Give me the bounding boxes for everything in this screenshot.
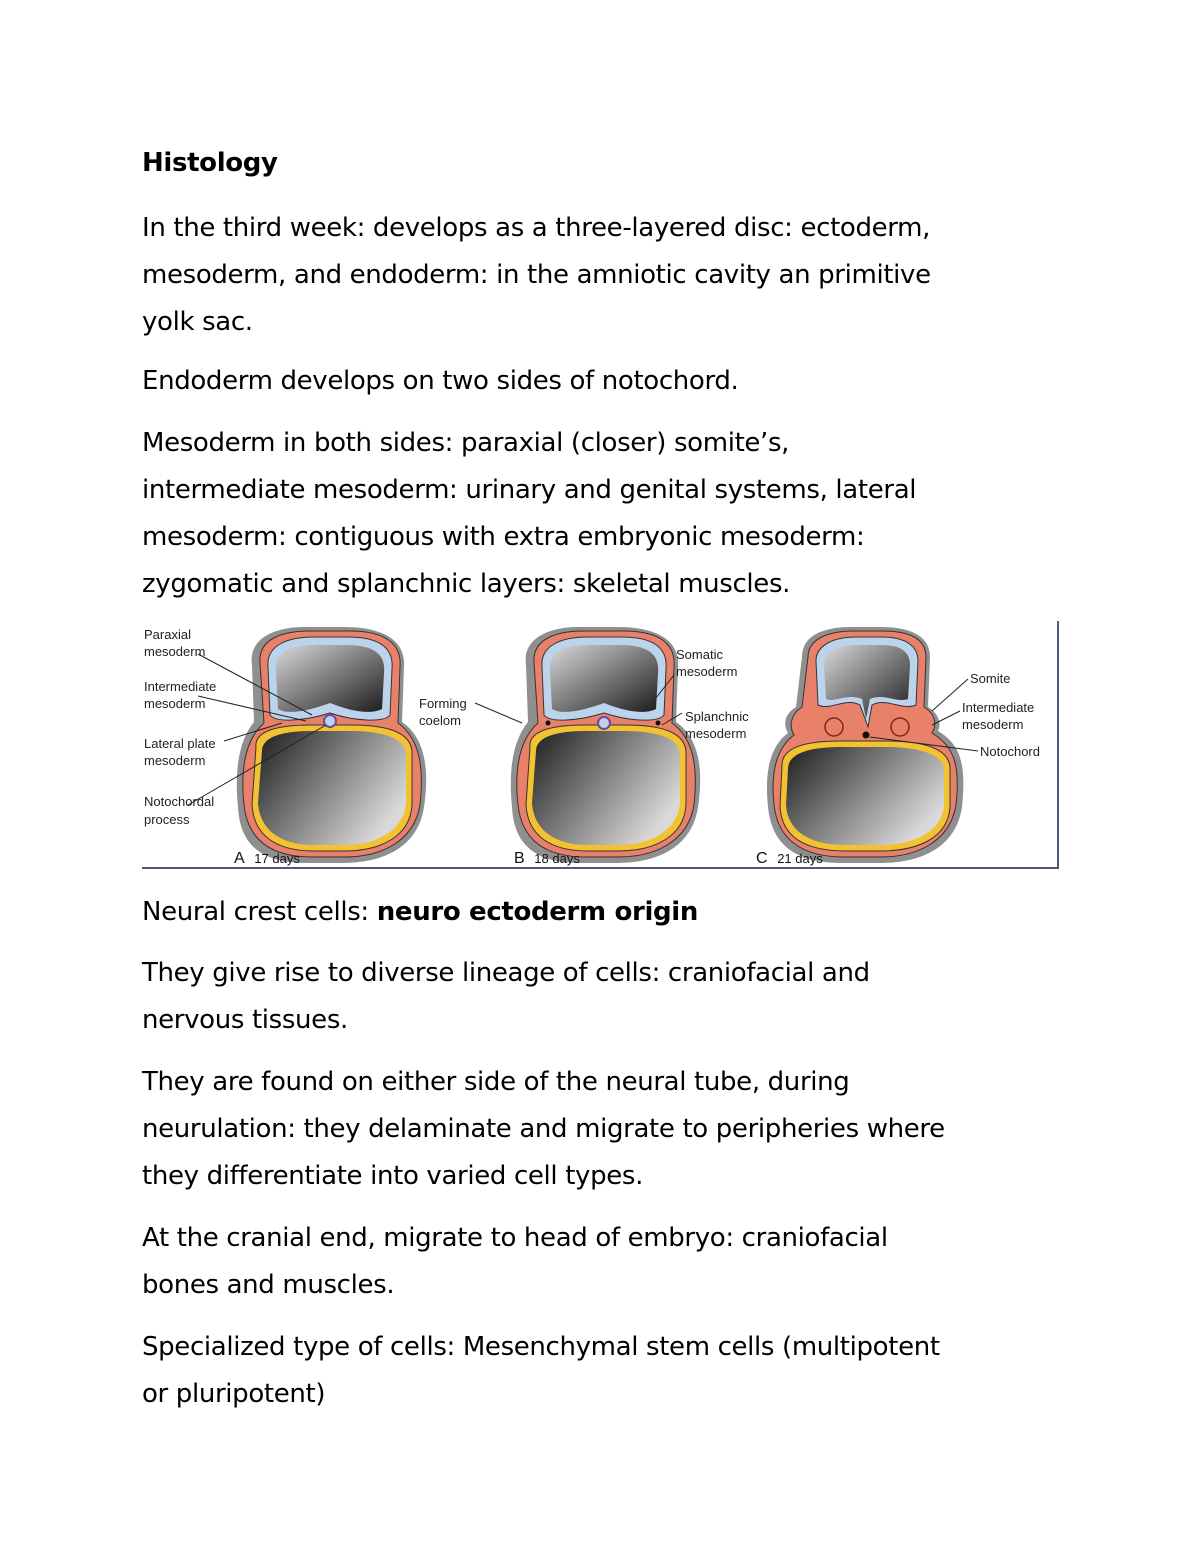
neural-crest-prefix: Neural crest cells:: [142, 897, 377, 927]
text-line: mesoderm, and endoderm: in the amniotic cavity an primitive: [142, 260, 931, 290]
label-somatic-mesoderm: Somatic mesoderm: [676, 647, 738, 679]
paragraph-lineage: [142, 950, 1062, 1044]
embryo-cross-section-figure: [142, 621, 1059, 869]
label-splanchnic-mesoderm: Splanchnic mesoderm: [685, 709, 749, 741]
label-intermediate-mesoderm-c: Intermediate mesoderm: [962, 700, 1035, 732]
text-line: nervous tissues.: [142, 1005, 348, 1035]
label-lateral-plate-mesoderm: Lateral plate mesoderm: [144, 736, 216, 768]
text-line: they differentiate into varied cell types.: [142, 1161, 644, 1191]
text-line: They give rise to diverse lineage of cells: craniofacial and: [142, 958, 870, 988]
paragraph-endoderm: [142, 358, 1062, 405]
label-notochord: Notochord: [980, 744, 1040, 759]
section-heading: Histology: [142, 148, 278, 178]
text-line: Specialized type of cells: Mesenchymal stem cells (multipotent: [142, 1332, 940, 1362]
text-line: Endoderm develops on two sides of notochord.: [142, 366, 739, 396]
paragraph-cranial-end: [142, 1215, 1062, 1309]
label-intermediate-mesoderm: Intermediate mesoderm: [144, 679, 217, 711]
label-notochordal-process: Notochordal process: [144, 794, 215, 827]
neural-crest-line: [142, 889, 1062, 936]
panel-b-embryo: [511, 627, 700, 863]
text-line: zygomatic and splanchnic layers: skeletal muscles.: [142, 569, 791, 599]
text-line: intermediate mesoderm: urinary and genital systems, lateral: [142, 475, 917, 505]
neural-crest-origin: neuro ectoderm origin: [376, 897, 698, 927]
text-line: neurulation: they delaminate and migrate to peripheries where: [142, 1114, 945, 1144]
panel-caption-c: C 21 days: [756, 850, 823, 867]
figure-svg: [142, 621, 1059, 869]
paragraph-neural-tube: [142, 1059, 1062, 1200]
paragraph-specialized-cells: [142, 1324, 1062, 1418]
paragraph-neural-crest: [142, 889, 1062, 936]
text-line: In the third week: develops as a three-layered disc: ectoderm,: [142, 213, 931, 243]
text-line: mesoderm: contiguous with extra embryonic mesoderm:: [142, 522, 865, 552]
text-line: They are found on either side of the neural tube, during: [142, 1067, 850, 1097]
panel-caption-b: B 18 days: [514, 850, 580, 867]
paragraph-third-week: [142, 205, 1062, 346]
text-line: Mesoderm in both sides: paraxial (closer) somite’s,: [142, 428, 790, 458]
text-line: At the cranial end, migrate to head of embryo: craniofacial: [142, 1223, 888, 1253]
text-line: yolk sac.: [142, 307, 253, 337]
label-paraxial-mesoderm: Paraxial mesoderm: [144, 627, 206, 659]
panel-a-embryo: [237, 627, 426, 863]
label-forming-coelom: Forming coelom: [419, 696, 467, 728]
label-somite: Somite: [970, 671, 1011, 686]
paragraph-mesoderm: [142, 420, 1062, 608]
text-line: bones and muscles.: [142, 1270, 395, 1300]
text-line: or pluripotent): [142, 1379, 326, 1409]
panel-caption-a: A 17 days: [234, 850, 300, 867]
